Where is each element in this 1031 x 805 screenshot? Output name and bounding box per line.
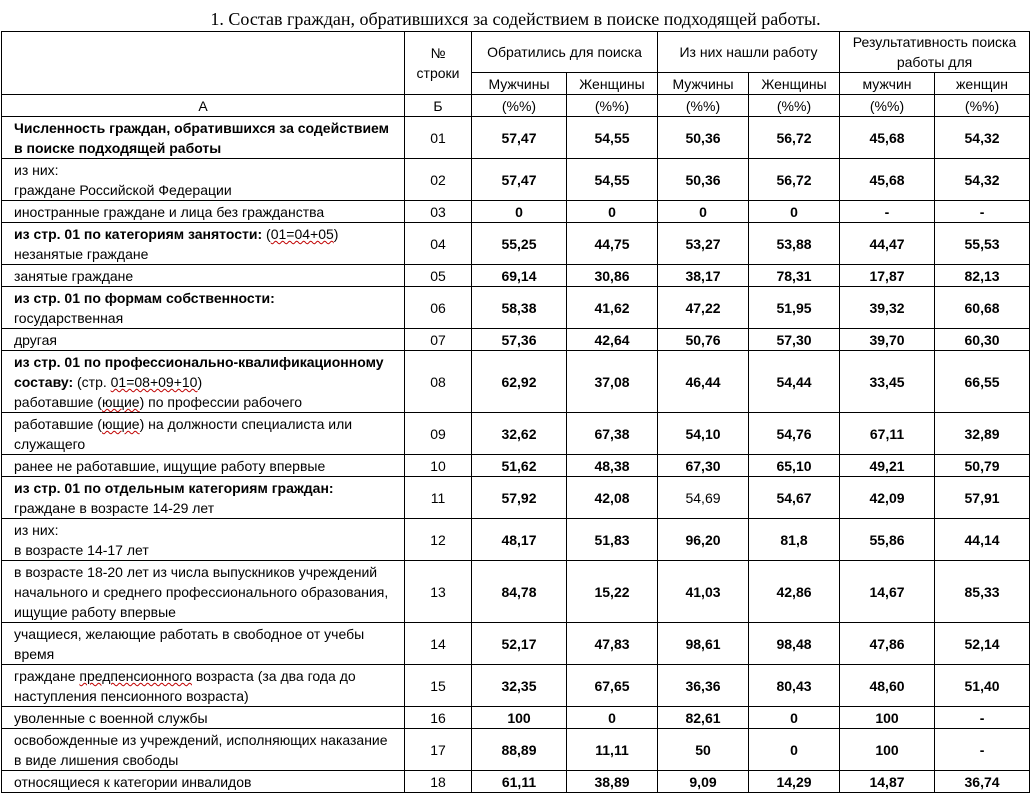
row-number: 09 — [405, 413, 472, 455]
value-effect-men: 67,11 — [840, 413, 935, 455]
table-row — [2, 771, 1030, 793]
row-label — [2, 707, 405, 729]
row-number: 15 — [405, 665, 472, 707]
value-applied-men: 100 — [472, 707, 567, 729]
unit-cell: (%%) — [749, 95, 840, 117]
row-text: в возрасте 14-17 лет — [14, 542, 149, 558]
value-found-women: 80,43 — [749, 665, 840, 707]
value-applied-women: 41,62 — [567, 287, 658, 329]
value-applied-men: 57,92 — [472, 477, 567, 519]
value-found-women: 0 — [749, 201, 840, 223]
table-body — [2, 117, 1030, 793]
row-label — [2, 519, 405, 561]
row-label — [2, 329, 405, 351]
table-title: 1. Состав граждан, обратившихся за содействием в поиске подходящей работы. — [210, 9, 821, 29]
value-effect-women: 82,13 — [935, 265, 1030, 287]
row-number: 11 — [405, 477, 472, 519]
row-text: ) на должности специалиста или служащего — [14, 416, 353, 452]
row-note-text: ) — [333, 226, 339, 242]
table-row — [2, 223, 1030, 265]
row-label — [2, 265, 405, 287]
value-found-men: 36,36 — [658, 665, 749, 707]
row-label — [2, 117, 405, 159]
table-row — [2, 329, 1030, 351]
value-found-women: 42,86 — [749, 561, 840, 623]
header-group-effectiveness: Результативность поиска работы для — [840, 32, 1030, 73]
value-found-women: 0 — [749, 707, 840, 729]
value-applied-women: 0 — [567, 707, 658, 729]
unit-cell: (%%) — [658, 95, 749, 117]
unit-cell: (%%) — [567, 95, 658, 117]
value-effect-women: 54,32 — [935, 159, 1030, 201]
row-text: работавшие ( — [14, 394, 102, 410]
row-text: работавшие ( — [14, 416, 102, 432]
row-number: 10 — [405, 455, 472, 477]
value-applied-women: 48,38 — [567, 455, 658, 477]
header-applied-women: Женщины — [567, 73, 658, 95]
value-found-men: 50,36 — [658, 159, 749, 201]
value-found-women: 54,76 — [749, 413, 840, 455]
table-row — [2, 623, 1030, 665]
value-applied-men: 51,62 — [472, 455, 567, 477]
row-lead-text: из стр. 01 по отдельным категориям граждан: — [14, 480, 334, 496]
value-effect-women: 50,79 — [935, 455, 1030, 477]
value-effect-women: 60,68 — [935, 287, 1030, 329]
row-label — [2, 561, 405, 623]
row-text: граждане — [14, 668, 80, 684]
value-applied-women: 37,08 — [567, 351, 658, 413]
value-effect-men: 42,09 — [840, 477, 935, 519]
value-found-men: 47,22 — [658, 287, 749, 329]
value-found-women: 57,30 — [749, 329, 840, 351]
value-applied-men: 61,11 — [472, 771, 567, 793]
row-label — [2, 159, 405, 201]
row-number: 16 — [405, 707, 472, 729]
data-table — [1, 31, 1030, 793]
row-text: ранее не работавшие, ищущие работу впервые — [14, 458, 326, 474]
value-found-women: 53,88 — [749, 223, 840, 265]
unit-cell: (%%) — [472, 95, 567, 117]
value-found-men: 67,30 — [658, 455, 749, 477]
row-number: 01 — [405, 117, 472, 159]
value-applied-men: 57,47 — [472, 159, 567, 201]
row-lead-text: Численность граждан, обратившихся за содействием в поиске подходящей работы — [14, 120, 390, 156]
value-applied-women: 54,55 — [567, 159, 658, 201]
row-label — [2, 477, 405, 519]
header-effect-women: женщин — [935, 73, 1030, 95]
value-applied-women: 38,89 — [567, 771, 658, 793]
row-lead-text: из стр. 01 по формам собственности: — [14, 290, 275, 306]
value-applied-women: 11,11 — [567, 729, 658, 771]
table-row — [2, 117, 1030, 159]
value-effect-men: - — [840, 201, 935, 223]
value-applied-men: 57,36 — [472, 329, 567, 351]
table-row — [2, 265, 1030, 287]
row-label — [2, 287, 405, 329]
row-note-text: ) — [197, 374, 203, 390]
value-found-women: 54,67 — [749, 477, 840, 519]
header-group-found: Из них нашли работу — [658, 32, 840, 73]
table-row — [2, 477, 1030, 519]
value-effect-women: - — [935, 201, 1030, 223]
row-label — [2, 665, 405, 707]
value-effect-men: 14,67 — [840, 561, 935, 623]
value-applied-men: 57,47 — [472, 117, 567, 159]
value-effect-women: - — [935, 707, 1030, 729]
value-effect-women: 57,91 — [935, 477, 1030, 519]
value-applied-women: 54,55 — [567, 117, 658, 159]
value-found-women: 51,95 — [749, 287, 840, 329]
table-row — [2, 201, 1030, 223]
value-found-women: 56,72 — [749, 159, 840, 201]
row-text: занятые граждане — [14, 268, 134, 284]
row-prefix-text: из них: — [14, 522, 59, 538]
row-text: другая — [14, 332, 57, 348]
value-applied-men: 69,14 — [472, 265, 567, 287]
row-label — [2, 351, 405, 413]
value-found-women: 98,48 — [749, 623, 840, 665]
row-lead-text: из стр. 01 по категориям занятости: — [14, 226, 263, 242]
value-found-men: 50 — [658, 729, 749, 771]
value-found-men: 46,44 — [658, 351, 749, 413]
row-label — [2, 623, 405, 665]
row-number: 05 — [405, 265, 472, 287]
row-number: 06 — [405, 287, 472, 329]
value-applied-men: 84,78 — [472, 561, 567, 623]
value-effect-women: 54,32 — [935, 117, 1030, 159]
row-label — [2, 729, 405, 771]
unit-cell: (%%) — [935, 95, 1030, 117]
table-row — [2, 455, 1030, 477]
row-note-formula: 01=08+09+10 — [110, 374, 198, 390]
value-found-women: 54,44 — [749, 351, 840, 413]
value-applied-women: 0 — [567, 201, 658, 223]
value-effect-women: 32,89 — [935, 413, 1030, 455]
table-row — [2, 665, 1030, 707]
table-row — [2, 159, 1030, 201]
row-label — [2, 223, 405, 265]
row-label — [2, 771, 405, 793]
row-text: граждане Российской Федерации — [14, 182, 232, 198]
value-found-women: 81,8 — [749, 519, 840, 561]
value-effect-women: 66,55 — [935, 351, 1030, 413]
value-applied-men: 48,17 — [472, 519, 567, 561]
header-applied-men: Мужчины — [472, 73, 567, 95]
row-prefix-text: из них: — [14, 162, 59, 178]
value-found-men: 50,76 — [658, 329, 749, 351]
value-effect-men: 45,68 — [840, 117, 935, 159]
row-number: 03 — [405, 201, 472, 223]
row-text: государственная — [14, 310, 124, 326]
header-col-b: Б — [405, 95, 472, 117]
value-found-men: 41,03 — [658, 561, 749, 623]
row-number: 08 — [405, 351, 472, 413]
table-row — [2, 351, 1030, 413]
row-note-text: ( — [262, 226, 271, 242]
value-effect-men: 17,87 — [840, 265, 935, 287]
row-number: 12 — [405, 519, 472, 561]
value-effect-men: 39,70 — [840, 329, 935, 351]
row-text-flagged: ющие — [101, 416, 140, 432]
value-found-women: 65,10 — [749, 455, 840, 477]
row-number: 14 — [405, 623, 472, 665]
value-applied-men: 58,38 — [472, 287, 567, 329]
row-note-formula: 01=04+05 — [270, 226, 334, 242]
value-effect-women: - — [935, 729, 1030, 771]
header-effect-men: мужчин — [840, 73, 935, 95]
value-applied-women: 47,83 — [567, 623, 658, 665]
value-applied-men: 52,17 — [472, 623, 567, 665]
header-row-number: № строки — [405, 32, 472, 95]
table-row — [2, 729, 1030, 771]
table-row — [2, 519, 1030, 561]
value-effect-men: 55,86 — [840, 519, 935, 561]
table-row — [2, 707, 1030, 729]
value-found-men: 54,10 — [658, 413, 749, 455]
value-applied-women: 42,08 — [567, 477, 658, 519]
row-text: ) по профессии рабочего — [139, 394, 303, 410]
value-applied-men: 0 — [472, 201, 567, 223]
value-found-men: 9,09 — [658, 771, 749, 793]
value-found-men: 38,17 — [658, 265, 749, 287]
value-applied-men: 32,62 — [472, 413, 567, 455]
value-found-men: 50,36 — [658, 117, 749, 159]
value-effect-women: 44,14 — [935, 519, 1030, 561]
row-text: граждане в возрасте 14-29 лет — [14, 500, 215, 516]
header-label-blank — [2, 32, 405, 95]
value-effect-women: 51,40 — [935, 665, 1030, 707]
row-number: 13 — [405, 561, 472, 623]
row-label — [2, 455, 405, 477]
table-row — [2, 561, 1030, 623]
value-found-women: 14,29 — [749, 771, 840, 793]
value-effect-men: 44,47 — [840, 223, 935, 265]
value-effect-women: 55,53 — [935, 223, 1030, 265]
value-effect-men: 100 — [840, 707, 935, 729]
value-effect-men: 45,68 — [840, 159, 935, 201]
header-found-women: Женщины — [749, 73, 840, 95]
row-text: иностранные граждане и лица без гражданства — [14, 204, 325, 220]
value-effect-women: 52,14 — [935, 623, 1030, 665]
header-col-a: А — [2, 95, 405, 117]
header-group-applied: Обратились для поиска — [472, 32, 658, 73]
value-effect-men: 49,21 — [840, 455, 935, 477]
table-row — [2, 413, 1030, 455]
value-applied-women: 44,75 — [567, 223, 658, 265]
table-row — [2, 287, 1030, 329]
value-applied-men: 55,25 — [472, 223, 567, 265]
row-label — [2, 413, 405, 455]
value-effect-women: 60,30 — [935, 329, 1030, 351]
value-applied-women: 67,65 — [567, 665, 658, 707]
value-effect-men: 48,60 — [840, 665, 935, 707]
row-number: 07 — [405, 329, 472, 351]
row-text: возраста (за два года до наступления пенсионного возраста) — [14, 668, 356, 704]
row-number: 02 — [405, 159, 472, 201]
row-text-flagged: ющие — [101, 394, 140, 410]
value-found-men: 54,69 — [658, 477, 749, 519]
row-text: освобожденные из учреждений, исполняющих наказание в виде лишения свободы — [14, 732, 388, 768]
row-number: 17 — [405, 729, 472, 771]
row-text: в возрасте 18-20 лет из числа выпускников учреждений начального и среднего профессионального образования, ищущие работу впервые — [14, 564, 389, 620]
row-note-text: (стр. — [73, 374, 111, 390]
value-found-men: 82,61 — [658, 707, 749, 729]
value-applied-women: 51,83 — [567, 519, 658, 561]
value-effect-men: 39,32 — [840, 287, 935, 329]
value-effect-men: 14,87 — [840, 771, 935, 793]
row-text-flagged: предпенсионного — [79, 668, 192, 684]
value-effect-women: 85,33 — [935, 561, 1030, 623]
value-found-men: 98,61 — [658, 623, 749, 665]
value-effect-men: 100 — [840, 729, 935, 771]
row-lead-text: из стр. 01 по профессионально-квалификационному составу: — [14, 354, 384, 390]
value-effect-men: 33,45 — [840, 351, 935, 413]
value-effect-women: 36,74 — [935, 771, 1030, 793]
value-found-women: 78,31 — [749, 265, 840, 287]
row-number: 18 — [405, 771, 472, 793]
row-text: учащиеся, желающие работать в свободное от учебы время — [14, 626, 365, 662]
header-found-men: Мужчины — [658, 73, 749, 95]
value-found-women: 56,72 — [749, 117, 840, 159]
value-found-men: 96,20 — [658, 519, 749, 561]
value-applied-men: 32,35 — [472, 665, 567, 707]
value-found-women: 0 — [749, 729, 840, 771]
row-number: 04 — [405, 223, 472, 265]
row-text: незанятые граждане — [14, 246, 149, 262]
value-effect-men: 47,86 — [840, 623, 935, 665]
value-applied-men: 62,92 — [472, 351, 567, 413]
value-found-men: 53,27 — [658, 223, 749, 265]
value-found-men: 0 — [658, 201, 749, 223]
unit-cell: (%%) — [840, 95, 935, 117]
value-applied-women: 15,22 — [567, 561, 658, 623]
value-applied-women: 42,64 — [567, 329, 658, 351]
row-label — [2, 201, 405, 223]
value-applied-women: 67,38 — [567, 413, 658, 455]
row-text: относящиеся к категории инвалидов — [14, 774, 252, 790]
row-text: уволенные с военной службы — [14, 710, 208, 726]
value-applied-women: 30,86 — [567, 265, 658, 287]
value-applied-men: 88,89 — [472, 729, 567, 771]
